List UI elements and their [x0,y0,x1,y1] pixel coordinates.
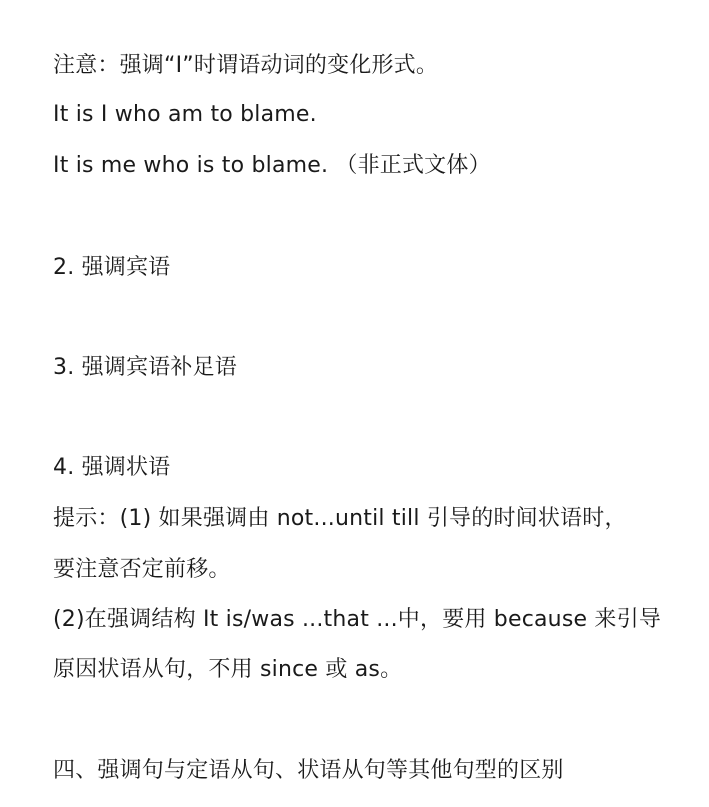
tip-line-1: 提示：(1) 如果强调由 not...until till 引导的时间状语时， [53,506,627,531]
section-3-heading: 3. 强调宾语补足语 [53,355,237,380]
section-4-heading: 4. 强调状语 [53,455,171,480]
tip-line-2: 要注意否定前移。 [53,557,231,582]
note-heading: 注意：强调“I”时谓语动词的变化形式。 [53,53,439,78]
example-sentence-1: It is I who am to blame. [53,102,317,127]
tip-line-4: 原因状语从句，不用 since 或 as。 [53,657,403,682]
tip-line-3: (2)在强调结构 It is/was ...that ...中，要用 because 来引导 [53,607,662,632]
section-four-heading: 四、强调句与定语从句、状语从句等其他句型的区别 [53,758,564,783]
example-sentence-2: It is me who is to blame. （非正式文体） [53,153,491,178]
section-2-heading: 2. 强调宾语 [53,255,171,280]
